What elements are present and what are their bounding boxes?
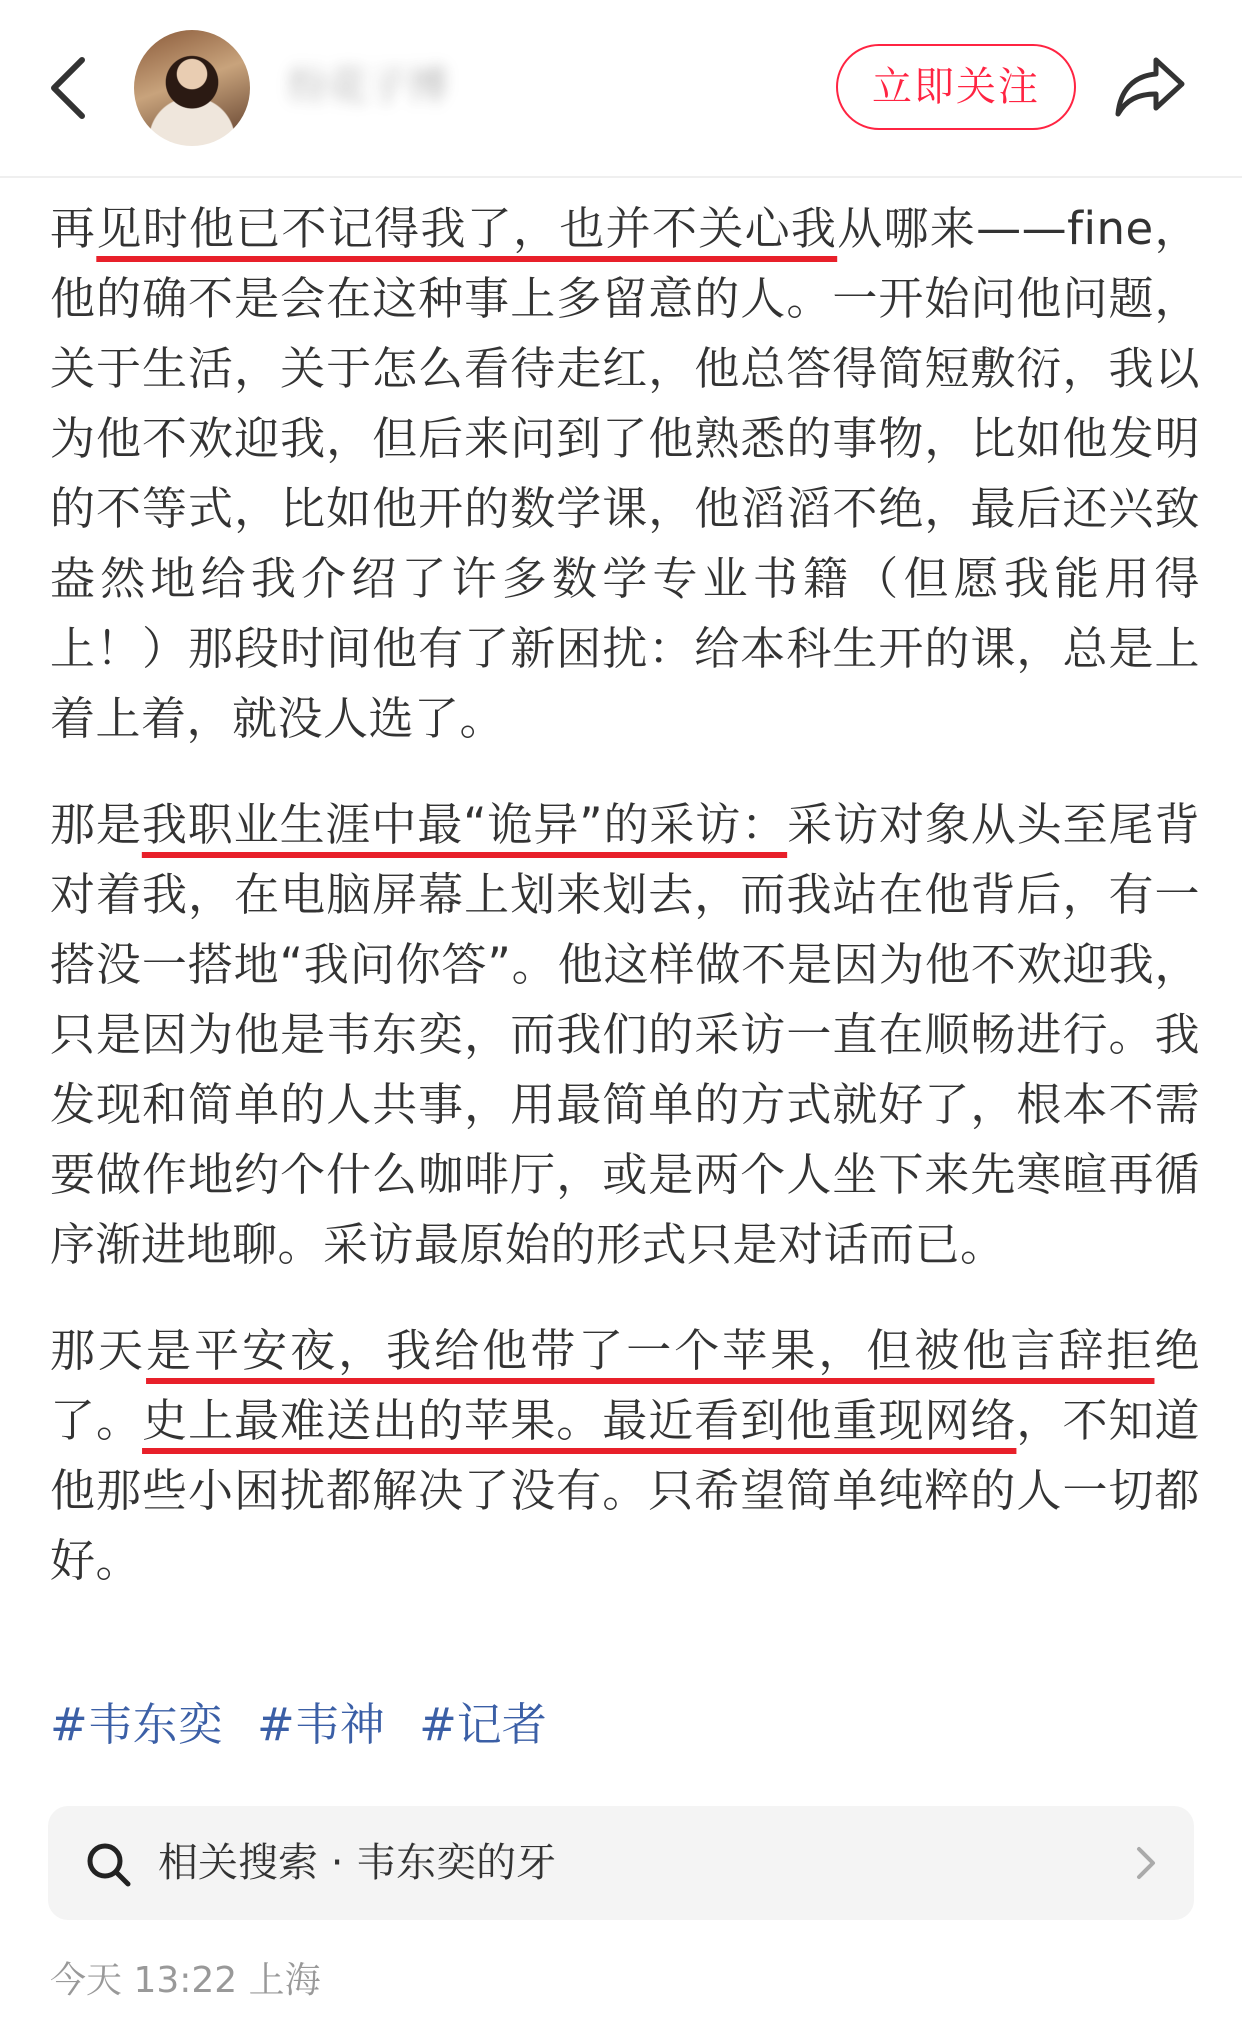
back-button[interactable] <box>44 52 92 124</box>
paragraph-3-segment: ，不知道他那些小困扰都解决了没有。只希望简单纯粹的人一切都好。 <box>50 1394 1200 1587</box>
related-search-label: 相关搜索 · 韦东奕的牙 <box>158 1840 557 1886</box>
post-body <box>50 194 1200 1596</box>
paragraph-1-segment: 从哪来——fine，他的确不是会在这种事上多留意的人。一开始问他问题，关于生活，关于怎么看待走红，他总答得简短敷衍，我以为他不欢迎我，但后来问到了他熟悉的事物，比如他发明的不等式，比如他开的数学课，他滔滔不绝，最后还兴致盎然地给我介绍了许多数学专业书籍（但愿我能用得上！）那段时间他有了新困扰：给本科生开的课，总是上着上着，就没人选了。 <box>50 202 1200 745</box>
paragraph-3-segment: 那天 <box>50 1324 147 1377</box>
hashtag-link[interactable]: #韦神 <box>257 1698 385 1751</box>
author-name[interactable]: 纷花子博 <box>288 63 448 109</box>
hashtag-list <box>50 1690 567 1760</box>
chevron-left-icon <box>44 52 92 124</box>
related-search-bar[interactable] <box>48 1806 1194 1920</box>
top-bar <box>0 0 1242 178</box>
share-button[interactable] <box>1112 52 1188 124</box>
paragraph-1 <box>50 194 1200 754</box>
underlined-text: 史上最难送出的苹果。最近看到他重现网络 <box>142 1394 1017 1447</box>
underlined-text: 我职业生涯中最“诡异”的采访： <box>141 798 788 851</box>
paragraph-2-segment: 采访对象从头至尾背对着我，在电脑屏幕上划来划去，而我站在他背后，有一搭没一搭地“我问你答”。他这样做不是因为他不欢迎我，只是因为他是韦东奕，而我们的采访一直在顺畅进行。我发现和简单的人共事，用最简单的方式就好了，根本不需要做作地约个什么咖啡厅，或是两个人坐下来先寒暄再循序渐进地聊。采访最原始的形式只是对话而已。 <box>50 798 1200 1271</box>
paragraph-1-segment: 再 <box>50 202 97 255</box>
author-avatar[interactable] <box>134 30 250 146</box>
paragraph-3-segment: 绝了。 <box>50 1324 1200 1447</box>
share-arrow-icon <box>1112 52 1188 124</box>
paragraph-2-segment: 那是 <box>50 798 142 851</box>
underlined-text: 是平安夜，我给他带了一个苹果，但被他言辞拒 <box>146 1324 1155 1377</box>
post-date-location: 今天 13:22 上海 <box>50 1960 321 2001</box>
search-icon <box>84 1840 132 1888</box>
paragraph-3 <box>50 1316 1200 1596</box>
hashtag-link[interactable]: #韦东奕 <box>50 1698 223 1751</box>
follow-button[interactable]: 立即关注 <box>836 44 1076 130</box>
paragraph-2 <box>50 790 1200 1280</box>
underlined-text: 见时他已不记得我了，也并不关心我 <box>96 202 838 255</box>
chevron-right-icon <box>1134 1844 1158 1882</box>
hashtag-link[interactable]: #记者 <box>419 1698 547 1751</box>
